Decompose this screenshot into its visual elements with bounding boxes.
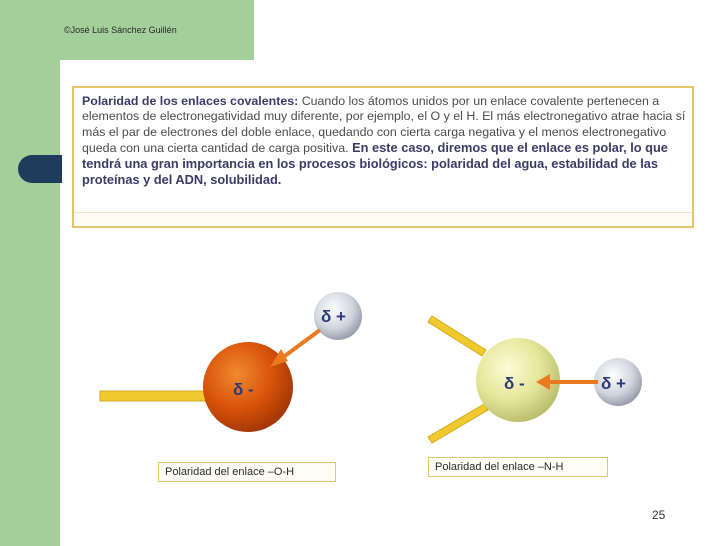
- oh-caption: Polaridad del enlace –O-H: [158, 462, 336, 482]
- paragraph-emphasis: En este caso, diremos que el enlace es polar, lo que tendrá una gran importancia en los procesos biológicos: polaridad del agua, estabilidad de las proteínas y del ADN, solubilidad.: [82, 139, 668, 188]
- nh-upper-bond-stick: [428, 316, 486, 356]
- nh-caption: Polaridad del enlace –N-H: [428, 457, 608, 477]
- paragraph-title: Polaridad de los enlaces covalentes:: [82, 94, 299, 108]
- page-number: 25: [652, 508, 666, 522]
- nh-lower-bond-stick: [428, 404, 488, 443]
- oh-bond-stick: [100, 391, 213, 401]
- copyright-text: ©José Luis Sánchez Guillén: [64, 25, 177, 35]
- oh-delta-plus-label: δ +: [321, 307, 346, 326]
- nh-bond-diagram: [428, 316, 642, 443]
- oh-delta-minus-label: δ -: [233, 380, 254, 399]
- nh-delta-minus-label: δ -: [504, 374, 525, 393]
- oh-polarity-arrow-shaft: [282, 330, 320, 358]
- nh-delta-plus-label: δ +: [601, 374, 626, 393]
- oh-bond-diagram: [100, 292, 362, 432]
- paragraph-body: Cuando los átomos unidos por un enlace covalente pertenecen a elementos de electronegatividad muy diferente, por ejemplo, el O y el H. El más electronegativo atrae hacia sí más el par de electrones del doble enlace, quedando con cierta carga negativa y el menos electronegativo queda con una cierta cantidad de carga positiva.: [82, 94, 686, 155]
